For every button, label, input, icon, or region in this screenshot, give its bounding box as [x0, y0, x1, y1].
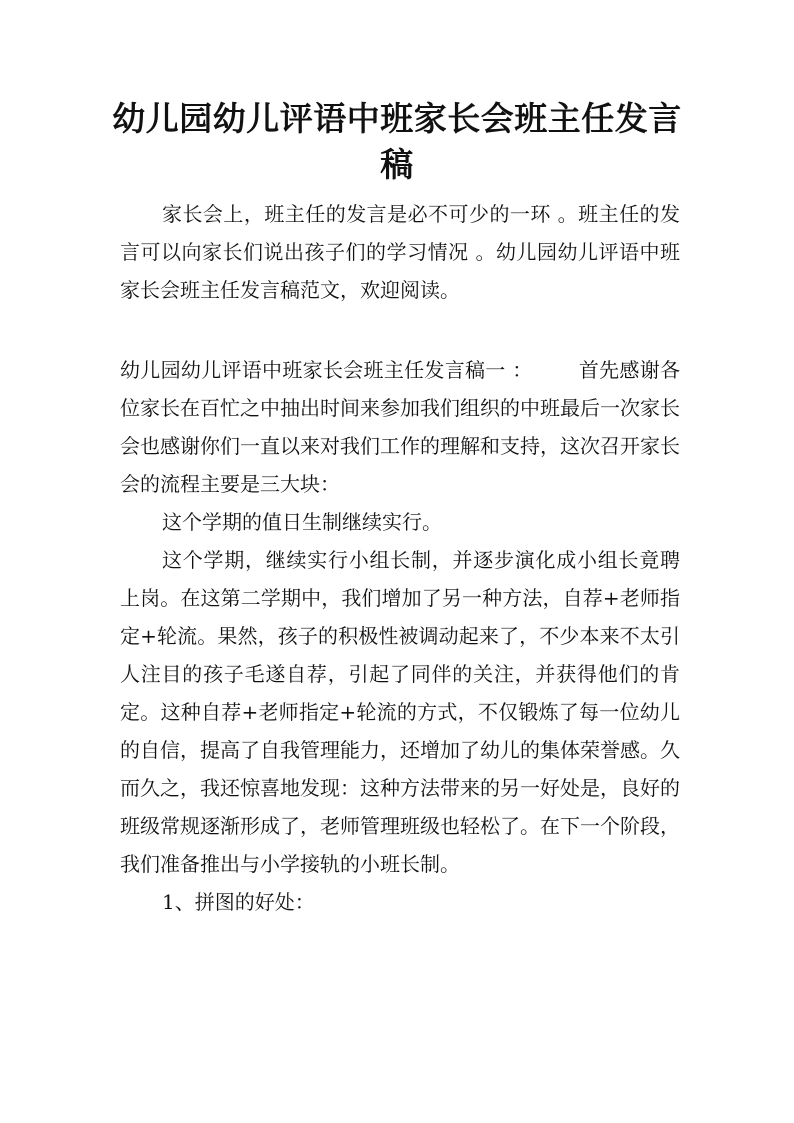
section1-text: 首先感谢各位家长在百忙之中抽出时间来参加我们组织的中班最后一次家长会也感谢你们一直以来对我们工作的理解和支持，这次召开家长会的流程主要是三大块：: [120, 358, 681, 496]
group-leader-paragraph: 这个学期，继续实行小组长制，并逐步演化成小组长竟聘上岗。在这第二学期中，我们增加了另一种方法，自荐+老师指定+轮流。果然，孩子的积极性被调动起来了，不少本来不太引人注目的孩子毛遂自荐，引起了同伴的关注，并获得他们的肯定。这种自荐+老师指定+轮流的方式，不仅锻炼了每一位幼儿的自信，提高了自我管理能力，还增加了幼儿的集体荣誉感。久而久之，我还惊喜地发现：这种方法带来的另一好处是，良好的班级常规逐渐形成了，老师管理班级也轻松了。在下一个阶段，我们准备推出与小学接轨的小班长制。: [120, 548, 680, 876]
document-title: [100, 96, 694, 188]
list-item-1: 1、拼图的好处：: [162, 890, 315, 914]
title-line-2: 稿: [380, 145, 414, 184]
section1-paragraph: [120, 351, 680, 503]
duty-paragraph: 这个学期的值日生制继续实行。: [162, 510, 442, 534]
section1-heading: 幼儿园幼儿评语中班家长会班主任发言稿一 ：: [120, 358, 533, 382]
intro-paragraph: 家长会上，班主任的发言是必不可少的一环 。班主任的发言可以向家长们说出孩子们的学习情况 。幼儿园幼儿评语中班家长会班主任发言稿范文，欢迎阅读。: [120, 202, 680, 302]
document-body: [120, 195, 680, 921]
title-line-1: 幼儿园幼儿评语中班家长会班主任发言: [112, 99, 682, 138]
paragraph-gap: [120, 309, 680, 351]
